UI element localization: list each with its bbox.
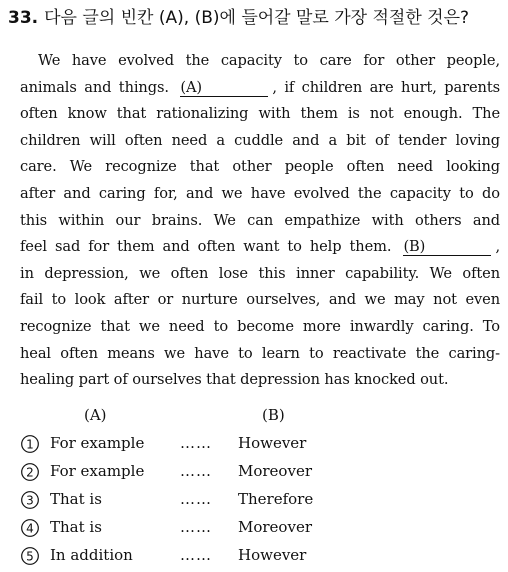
svg-text:3: 3 (26, 493, 34, 508)
question-header (8, 6, 500, 30)
option-separator: …… (180, 490, 212, 508)
option-separator: …… (180, 434, 212, 452)
svg-text:4: 4 (26, 521, 34, 536)
circled-number-icon (20, 546, 40, 566)
passage-line: children will often need a cuddle and a bit of tender loving (20, 131, 500, 149)
circled-number-icon (20, 462, 40, 482)
passage-line (20, 234, 500, 261)
option-b-text: Therefore (238, 490, 314, 508)
question-prompt: 다음 글의 빈칸 (A), (B)에 들어갈 말로 가장 적절한 것은? (44, 8, 470, 28)
option-b-text: However (238, 434, 307, 452)
option-a-text: For example (50, 434, 145, 452)
option-a-text: In addition (50, 546, 133, 564)
passage-line: healing part of ourselves that depression has knocked out. (20, 371, 449, 389)
option-b-text: Moreover (238, 462, 312, 480)
passage-text: , if children are hurt, parents (272, 78, 500, 96)
option-a-text: That is (50, 490, 102, 508)
passage-line: heal often means we have to learn to reactivate the caring- (20, 344, 500, 362)
svg-text:5: 5 (26, 549, 34, 564)
blank-a: (A) (180, 80, 268, 97)
option-separator: …… (180, 518, 212, 536)
answer-option[interactable] (20, 516, 480, 544)
passage-line: this within our brains. We can empathize with others and (20, 211, 500, 229)
svg-text:1: 1 (26, 437, 34, 452)
blank-b: (B) (403, 239, 491, 256)
option-separator: …… (180, 462, 212, 480)
option-a-text: For example (50, 462, 145, 480)
option-a-text: That is (50, 518, 102, 536)
choices-header (20, 402, 480, 432)
question-number: 33. (8, 8, 39, 28)
passage-line: often know that rationalizing with them is not enough. The (20, 105, 500, 123)
passage-line: in depression, we often lose this inner capability. We often (20, 264, 500, 282)
answer-option[interactable] (20, 488, 480, 516)
passage-text: feel sad for them and often want to help them. (20, 238, 392, 256)
passage (20, 48, 500, 394)
passage-line: recognize that we need to become more inwardly caring. To (20, 317, 500, 335)
circled-number-icon (20, 434, 40, 454)
answer-option[interactable] (20, 460, 480, 488)
column-header-b: (B) (262, 406, 285, 424)
passage-line (20, 75, 500, 102)
option-b-text: However (238, 546, 307, 564)
passage-text: , (495, 238, 500, 256)
passage-line: after and caring for, and we have evolved the capacity to do (20, 184, 500, 202)
option-separator: …… (180, 546, 212, 564)
answer-choices (20, 402, 480, 572)
answer-option[interactable] (20, 432, 480, 460)
passage-line: fail to look after or nurture ourselves, and we may not even (20, 291, 500, 309)
passage-line: We have evolved the capacity to care for other people, (38, 52, 500, 69)
column-header-a: (A) (84, 406, 107, 424)
circled-number-icon (20, 518, 40, 538)
passage-line: care. We recognize that other people often need looking (20, 158, 500, 176)
circled-number-icon (20, 490, 40, 510)
option-b-text: Moreover (238, 518, 312, 536)
option-list (20, 432, 480, 572)
svg-text:2: 2 (26, 465, 34, 480)
passage-text: animals and things. (20, 78, 169, 96)
